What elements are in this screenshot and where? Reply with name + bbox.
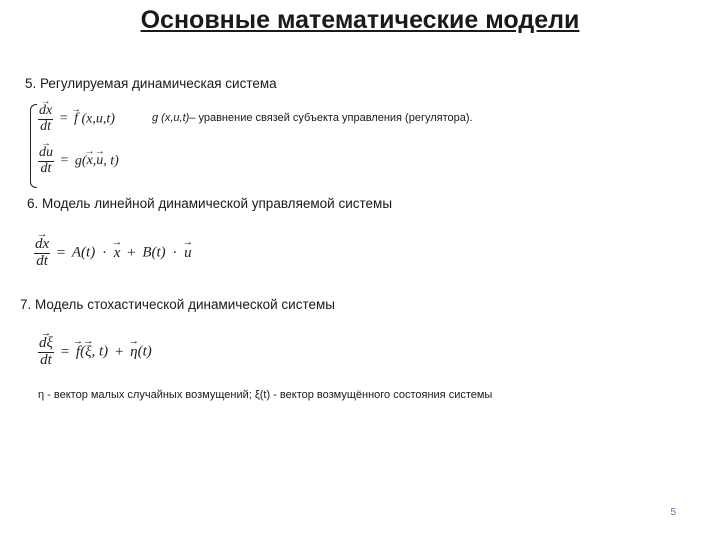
equation-5-1 [38, 104, 115, 134]
vector-x: → x [87, 153, 93, 169]
paren-open: ( [80, 343, 86, 360]
equation-6 [34, 237, 192, 270]
system-brace [30, 104, 37, 188]
matrix-a: A(t) [71, 244, 96, 261]
eta-args: (t) [137, 343, 152, 360]
equals-sign: = [59, 111, 68, 127]
fraction [38, 104, 53, 134]
plus-sign: + [114, 343, 124, 360]
section-5-annotation [152, 112, 473, 124]
fraction [38, 336, 54, 369]
equals-sign: = [60, 343, 70, 360]
section-7-note: η - вектор малых случайных возмущений; ξ(t) - вектор возмущённого состояния системы [38, 389, 493, 401]
plus-sign: + [127, 244, 136, 261]
vector-xi: → ξ [85, 344, 91, 361]
annotation-text: – уравнение связей субъекта управления (регулятора). [189, 112, 473, 124]
vector-u: → u [184, 245, 192, 262]
dot-operator: · [101, 244, 107, 261]
equation-5-2: → $\frac{du}{dt}$ = g(→ x,→ u, t) [38, 146, 119, 176]
section-5-heading: 5. Регулируемая динамическая система [25, 76, 277, 91]
matrix-b: B(t) [142, 244, 166, 261]
vector-x: → x [114, 245, 121, 262]
page-title: Основные математические модели [140, 6, 580, 34]
paren-close: , t) [103, 153, 119, 169]
function-f: → f [74, 111, 78, 127]
dot-operator: · [172, 244, 178, 261]
vector-eta: → η [130, 344, 137, 361]
vector-symbol: → dξ [39, 336, 53, 352]
vector-symbol: → dx [35, 237, 49, 253]
paren-open: ( [81, 153, 87, 169]
function-f: → f [76, 344, 80, 361]
page-number: 5 [670, 507, 676, 518]
section-7-heading: 7. Модель стохастической динамической системы [20, 297, 336, 312]
section-6-heading: 6. Модель линейной динамической управляемой системы [27, 196, 393, 211]
annotation-symbol: g (x,u,t) [152, 112, 190, 124]
equals-sign: = [56, 244, 66, 261]
fraction-denominator: dt [36, 252, 48, 269]
function-g: g [74, 153, 82, 169]
vector-u: → u [96, 153, 103, 169]
function-args: (x,u,t) [81, 111, 115, 127]
equation-7 [38, 336, 152, 369]
paren-close: , t) [91, 343, 109, 360]
vector-symbol: → dx [39, 104, 52, 119]
vector-symbol: → du [39, 146, 53, 161]
fraction [38, 146, 54, 176]
fraction-denominator: dt [40, 118, 52, 134]
fraction [34, 237, 50, 270]
fraction-denominator: dt [40, 160, 52, 176]
fraction-denominator: dt [40, 351, 52, 368]
equals-sign: = [60, 153, 69, 169]
